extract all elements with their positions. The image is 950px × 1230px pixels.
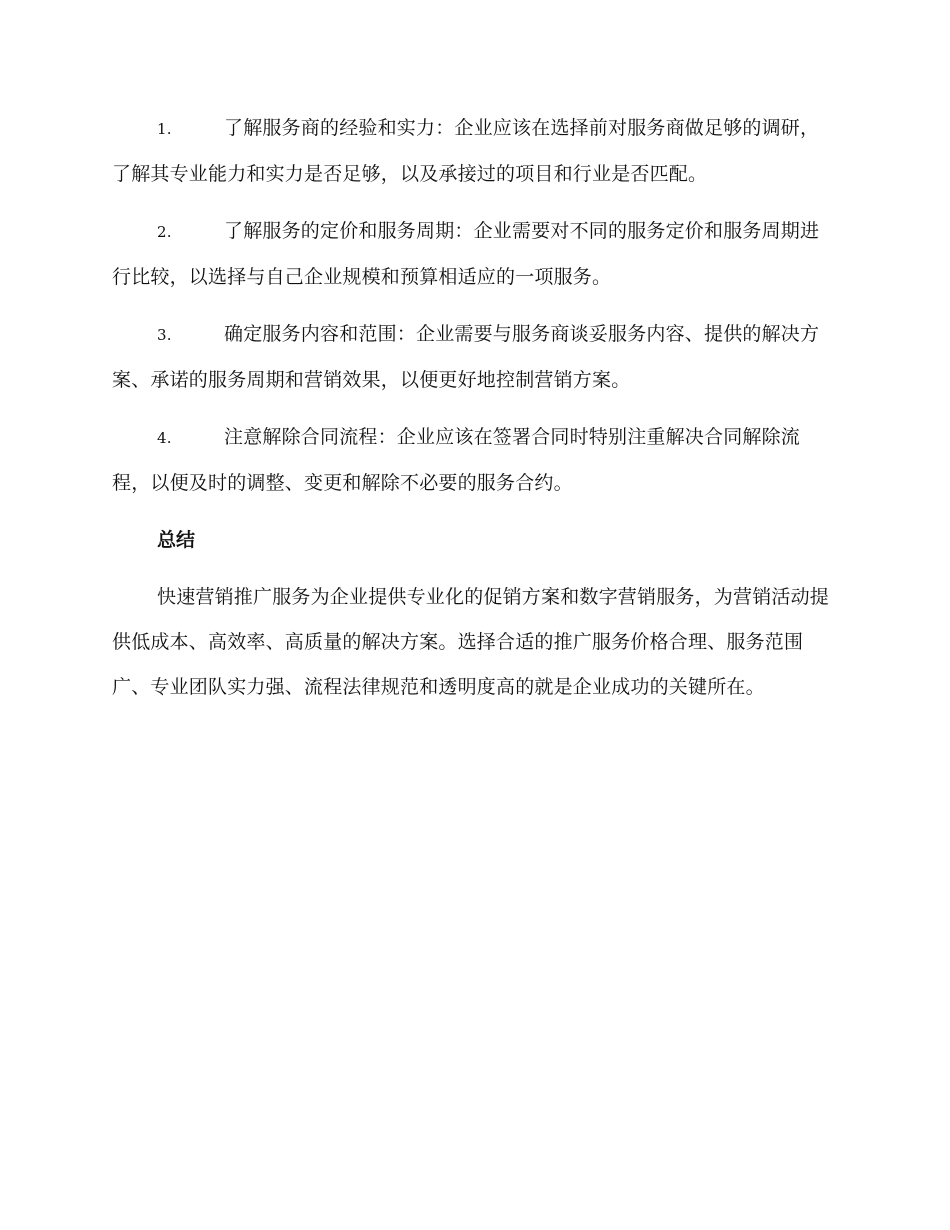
list-item-number: 3. [157,326,172,344]
list-item [112,415,834,506]
summary-paragraph: 快速营销推广服务为企业提供专业化的促销方案和数字营销服务，为营销活动提供低成本、高效率、高质量的解决方案。选择合适的推广服务价格合理、服务范围广、专业团队实力强、流程法律规范和透明度高的就是企业成功的关键所在。 [112,586,830,698]
list-item [112,312,834,403]
list-item-text: 确定服务内容和范围：企业需要与服务商谈妥服务内容、提供的解决方案、承诺的服务周期和营销效果，以便更好地控制营销方案。 [112,323,820,391]
document-page [112,106,834,710]
list-item [112,209,834,300]
list-item-text: 注意解除合同流程：企业应该在签署合同时特别注重解决合同解除流程，以便及时的调整、变更和解除不必要的服务合约。 [112,426,801,494]
summary-heading: 总结 [157,529,196,551]
list-item-text: 了解服务的定价和服务周期：企业需要对不同的服务定价和服务周期进行比较，以选择与自己企业规模和预算相适应的一项服务。 [112,220,820,288]
list-item [112,106,834,197]
list-item-number: 4. [157,429,172,447]
list-item-text: 了解服务商的经验和实力：企业应该在选择前对服务商做足够的调研，了解其专业能力和实力是否足够，以及承接过的项目和行业是否匹配。 [112,117,820,185]
list-item-number: 2. [157,223,172,241]
list-item-number: 1. [157,120,172,138]
